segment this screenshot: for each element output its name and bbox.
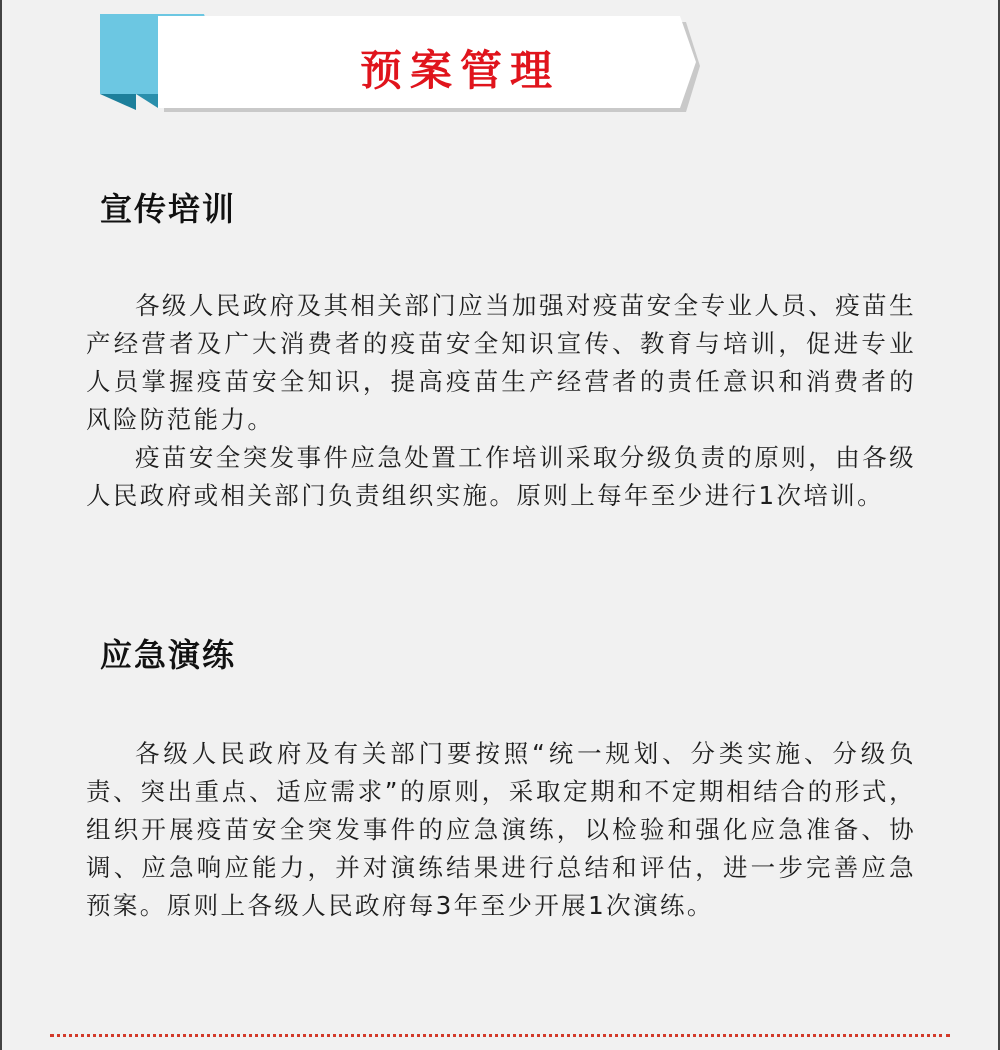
section-heading-drill: 应急演练 bbox=[100, 636, 237, 674]
title-banner bbox=[100, 14, 702, 114]
paragraph: 各级人民政府及有关部门要按照“统一规划、分类实施、分级负责、突出重点、适应需求”的原则，采取定期和不定期相结合的形式，组织开展疫苗安全突发事件的应急演练，以检验和强化应急准备、协调、应急响应能力，并对演练结果进行总结和评估，进一步完善应急预案。原则上各级人民政府每3年至少开展1次演练。 bbox=[86, 739, 916, 920]
section-heading-training: 宣传培训 bbox=[100, 190, 237, 228]
section-training bbox=[86, 287, 916, 515]
page-border-left bbox=[0, 0, 2, 1050]
paragraph: 疫苗安全突发事件应急处置工作培训采取分级负责的原则，由各级人民政府或相关部门负责组织实施。原则上每年至少进行1次培训。 bbox=[86, 443, 916, 510]
dotted-divider bbox=[50, 1034, 950, 1037]
paragraph: 各级人民政府及其相关部门应当加强对疫苗安全专业人员、疫苗生产经营者及广大消费者的疫苗安全知识宣传、教育与培训，促进专业人员掌握疫苗安全知识，提高疫苗生产经营者的责任意识和消费者的风险防范能力。 bbox=[86, 291, 916, 434]
banner-title: 预案管理 bbox=[359, 46, 560, 95]
section-drill bbox=[86, 735, 916, 925]
